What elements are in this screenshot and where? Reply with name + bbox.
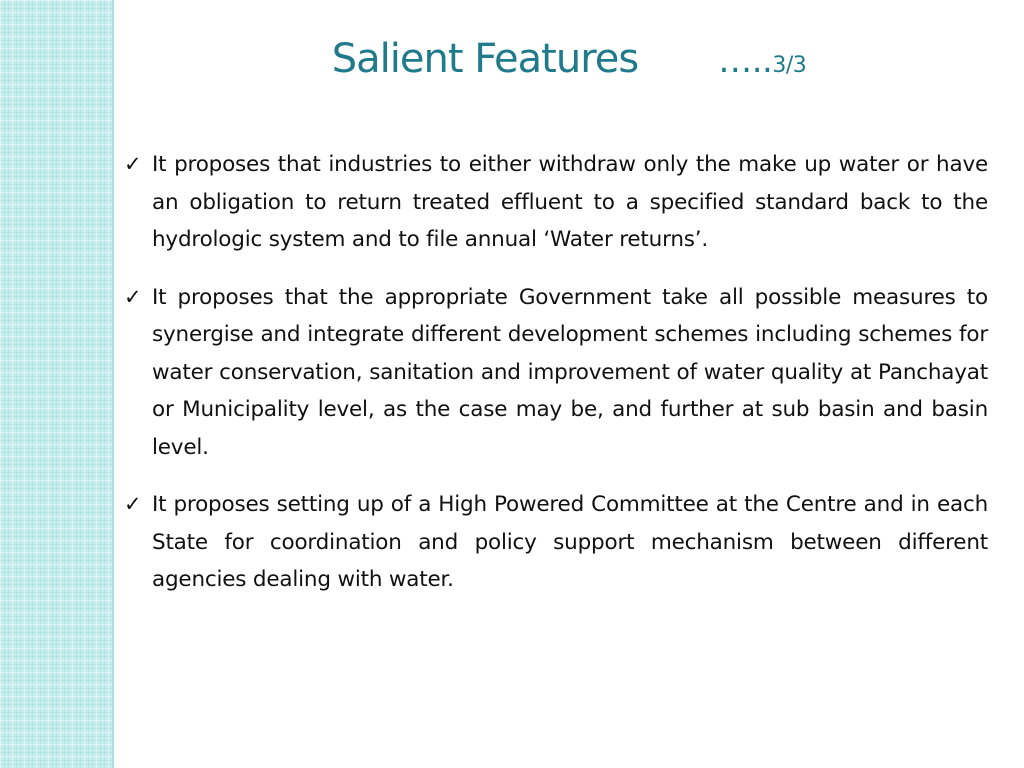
bullet-text: It proposes setting up of a High Powered Committee at the Centre and in each State for coordination and policy support mechanism between different agencies dealing with water. xyxy=(152,492,988,592)
slide-title xyxy=(114,36,1024,82)
check-icon: ✓ xyxy=(124,284,142,309)
bullet-item-3 xyxy=(120,486,988,599)
side-band-edge xyxy=(112,0,114,768)
title-dots: ….. xyxy=(718,41,773,81)
bullet-text: It proposes that the appropriate Government take all possible measures to synergise and integrate different development schemes including schemes for water conservation, sanitation and improvement of water quality at Panchayat or Municipality level, as the case may be, and further at sub basin and basin level. xyxy=(152,284,988,460)
bullet-item-2 xyxy=(120,279,988,467)
bullet-list xyxy=(120,146,988,619)
title-text: Salient Features xyxy=(331,36,639,82)
bullet-item-1 xyxy=(120,146,988,259)
bullet-text: It proposes that industries to either withdraw only the make up water or have an obligation to return treated effluent to a specified standard back to the hydrologic system and to file annual ‘Water returns’. xyxy=(152,152,988,252)
decorative-side-band xyxy=(0,0,114,768)
title-page-number: 3/3 xyxy=(772,53,807,78)
check-icon: ✓ xyxy=(124,492,142,516)
check-icon: ✓ xyxy=(124,152,142,176)
